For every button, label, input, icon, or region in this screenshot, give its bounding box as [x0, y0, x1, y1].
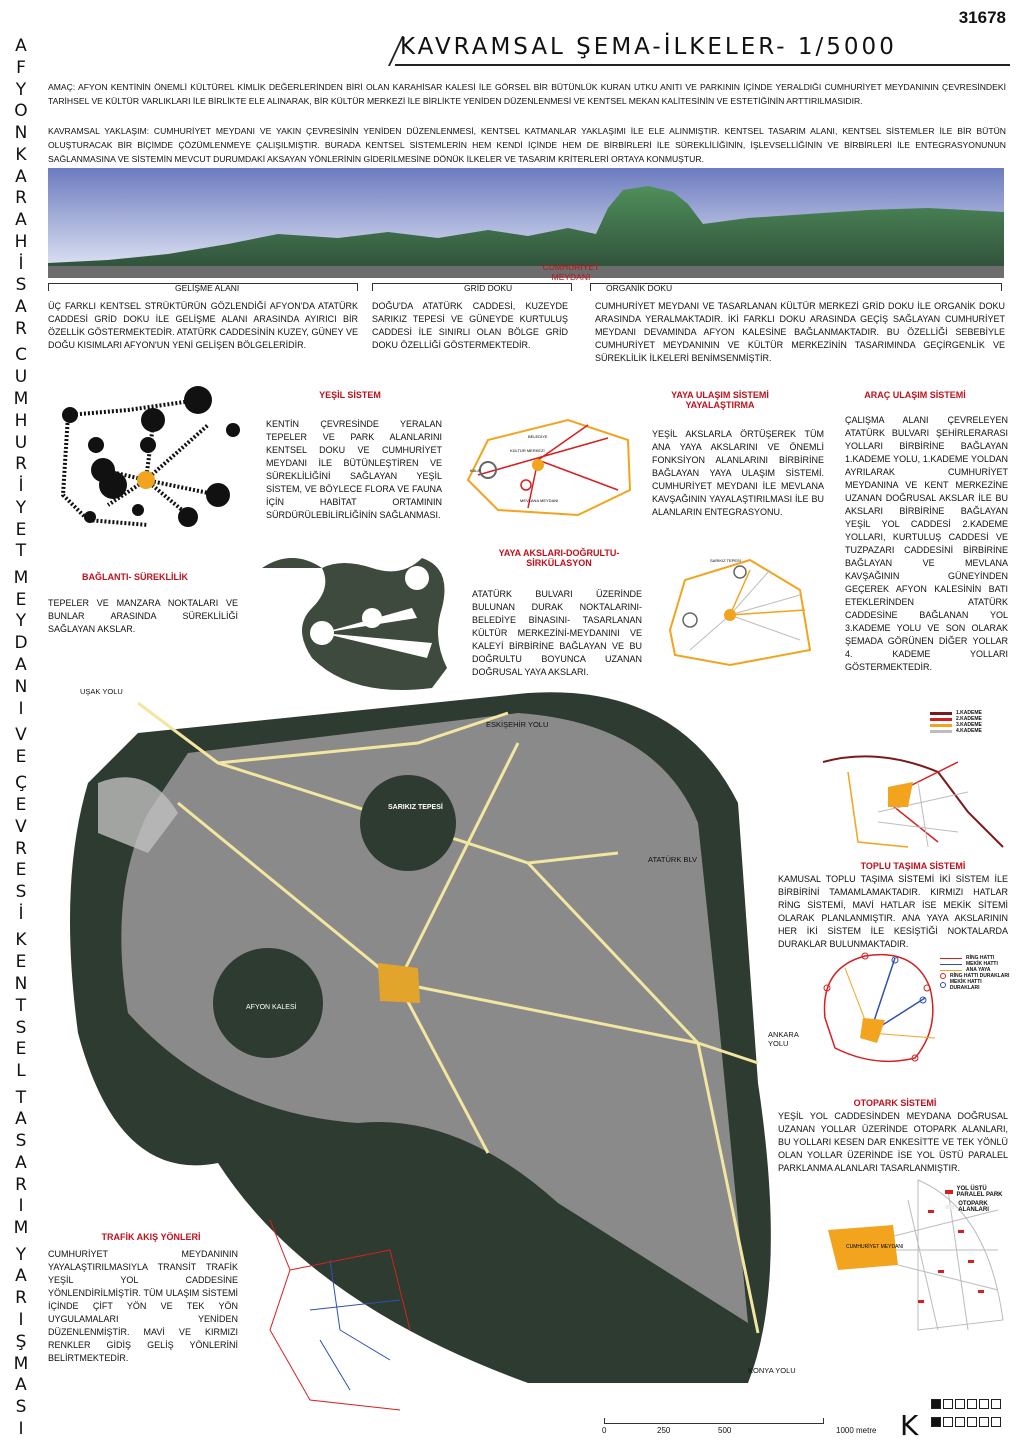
- vertical-title-letter: R: [15, 838, 27, 859]
- logo-boxes-bottom: [930, 1417, 1002, 1427]
- page-title: KAVRAMSAL ŞEMA-İLKELER- 1/5000: [400, 34, 897, 60]
- title-underline: [395, 64, 1010, 66]
- vertical-title-letter: T: [15, 1087, 27, 1108]
- vertical-title-letter: S: [15, 1131, 27, 1152]
- col1-text: ÜÇ FARKLI KENTSEL STRÜKTÜRÜN GÖZLENDİĞİ AFYON'DA ATATÜRK CADDESİ GRİD DOKU İLE GELİŞME ALANI ARASINDA AYIRICI BİR ÖZELLİK GÖSTERMEKTEDİR. ATATÜRK CADDESİNİN KUZEY, GÜNEY VE DOĞU KISIMLARI AFYON'UN YENİ GELİŞEN BÖLGELERİDİR.: [48, 301, 358, 350]
- vertical-title-letter: E: [15, 795, 27, 816]
- baglanti-title: BAĞLANTI- SÜREKLİLİK: [82, 572, 188, 582]
- vertical-title-letter: I: [18, 1418, 24, 1439]
- logo: [900, 1395, 1020, 1443]
- toplu-legend-3: ANA YAYA: [940, 967, 1010, 973]
- vertical-title: [4, 38, 38, 1438]
- scale-250: 250: [657, 1426, 671, 1435]
- map-eskisehir: ESKİŞEHİR YOLU: [486, 720, 549, 729]
- project-code: 31678: [958, 8, 1006, 27]
- arac-text: ÇALIŞMA ALANI ÇEVRELEYEN ATATÜRK BULVARI ŞEHİRLERARASI YOLLARI BİRBİRİNE BAĞLAYAN 1.KADEME YOLU, 1.KADEME YOLDAN AYRILARAK CUMHURİYET MEYDANINA VE KENT MERKEZİNE UZANAN DOĞRUSAL AKSLAR İLE BU AKSLARI BİRBİRİNE BAĞLAYAN YEŞİL YOL CADDESİ 2.KADEME YOLLARI, KURTULUŞ CADDESİ VE TUZPAZARI CADDESİNİ BİRBİRİNE BAĞLAYAN VE MEVLANA KAVŞAĞININ GÜNEYİNDEN GEÇEREK AFYON KALESİNİN BATI ETEKLERİNDEN ATATÜRK CADDESİNE BAĞLANAN YOL 3.KADEME YOLU VE SON OLARAK ŞEMADA GÖRÜNEN DİĞER YOLLAR 4. KADEME YOLLARI GÖSTERMEKTEDİR.: [845, 415, 1008, 672]
- vertical-title-letter: L: [16, 1061, 26, 1082]
- vertical-title-letter: A: [15, 1266, 27, 1287]
- map-konya: KONYA YOLU: [748, 1366, 796, 1375]
- vertical-title-letter: Y: [15, 1244, 27, 1265]
- arac-legend-4: 4.KADEME: [930, 728, 1010, 734]
- otopark-meydan-label: CUMHURİYET MEYDANI: [846, 1244, 904, 1250]
- vertical-title-letter: M: [13, 567, 29, 588]
- vertical-title-letter: E: [15, 1039, 27, 1060]
- vertical-title-letter: T: [15, 995, 27, 1016]
- map-kale: AFYON KALESİ: [246, 1004, 297, 1011]
- scale-0: 0: [602, 1426, 607, 1435]
- map-ataturk: ATATÜRK BLV: [648, 855, 698, 864]
- vertical-title-letter: H: [14, 231, 28, 252]
- toplu-legend-2: MEKİK HATTI: [940, 961, 1010, 967]
- vertical-title-letter: İ: [18, 476, 24, 497]
- toplu-legend-1: RİNG HATTI: [940, 955, 1010, 961]
- map-usak: UŞAK YOLU: [80, 687, 123, 696]
- vertical-title-letter: I: [18, 698, 24, 719]
- vertical-title-letter: A: [15, 36, 27, 56]
- vertical-title-letter: U: [14, 432, 28, 453]
- arac-legend-1: 1.KADEME: [930, 710, 1010, 716]
- otopark-legend: [945, 1186, 1015, 1213]
- vertical-title-letter: A: [15, 1109, 27, 1130]
- vertical-title-letter: N: [14, 123, 28, 144]
- toplu-legend-4: RİNG HATTI DURAKLARI: [940, 973, 1010, 979]
- yaklasim-paragraph: KAVRAMSAL YAKLAŞIM: CUMHURİYET MEYDANI VE YAKIN ÇEVRESİNİN YENİDEN DÜZENLENMESİ, KENTSEL KATMANLAR YAKLAŞIMI İLE ELE ALINMIŞTIR. KENTSEL TASARIM ALANI, KENTSEL SİSTEMLER İLE BİR BÜTÜN OLUŞTURACAK BİR BİÇİMDE ÇÖZÜMLENMEYE ÇALIŞILMIŞTIR. BURADA KENTSEL SİSTEMLERİN HEM KENDİ İÇİNDE HEM DE BİRBİRLERİ İLE SÜREKLİLİĞİNİN, İŞLEVSELLİĞİNİN VE BİRBİRLERİ İLE ENTEGRASYONUNUN SAĞLANMASINA VE SİSTEMİN MEVCUT DURUMDAKİ AKSAYAN YÖNLERİNİN GİDERİLMESİNE DÖNÜK İLKELER VE TASARIM KRİTERLERİ ORTAYA KONMUŞTUR.: [48, 126, 1006, 164]
- logo-boxes-top: [930, 1399, 1002, 1409]
- vertical-title-letter: T: [15, 541, 27, 562]
- vertical-title-letter: U: [14, 367, 28, 388]
- legend-swatch: [930, 730, 952, 733]
- otopark-text: YEŞİL YOL CADDESİNDEN MEYDANA DOĞRUSAL UZANAN YOLLAR ÜZERİNDE OTOPARK ALANLARI, BU YOLLARI KESEN DAR ENKESİTTE VE TEK YÖNLÜ OLAN YOLLAR ÜZERİNDE İSE YOL ÜSTÜ PARALEL PARKLANMA ALANLARI TASARLANMIŞTIR.: [778, 1111, 1008, 1173]
- diag-kultur: KÜLTÜR MERKEZİ: [510, 448, 545, 453]
- car-icon: [945, 1190, 953, 1194]
- vertical-title-letter: E: [15, 746, 27, 767]
- arac-diagram: [818, 752, 1008, 857]
- vertical-title-letter: S: [15, 1017, 27, 1038]
- legend-swatch: [930, 724, 952, 727]
- parking-swatch: [945, 1205, 954, 1209]
- yaya-aks-title: YAYA AKSLARI-DOĞRULTU-SİRKÜLASYON: [498, 548, 620, 568]
- vertical-title-letter: R: [15, 454, 27, 475]
- otopark-legend-2: OTOPARK ALANLARI: [945, 1201, 1015, 1213]
- vertical-title-letter: N: [14, 676, 28, 697]
- vertical-title-letter: I: [18, 1310, 24, 1330]
- yesil-title: YEŞİL SİSTEM: [319, 390, 381, 400]
- trafik-title: TRAFİK AKIŞ YÖNLERİ: [101, 1232, 201, 1242]
- vertical-title-letter: Y: [15, 611, 27, 632]
- logo-letter: K: [900, 1409, 919, 1442]
- col3-text: CUMHURİYET MEYDANI VE TASARLANAN KÜLTÜR MERKEZİ GRİD DOKU İLE ORGANİK DOKU ARASINDA YERALMAKTADIR. İKİ FARKLI DOKU ARASINDA GEÇİŞ SAĞLAYAN CUMHURİYET MEYDANI DEVAMINDA AFYON KALESİNE BAĞLANMAKTADIR. BU ÖZELLİĞİ SEBEBİYLE CUMHURİYET MEYDANININ VE KÜLTÜR MERKEZİNİN TASARIMINDA GEÇİRGENLİK VE SÜREKLİLİK İLKELERİ BENİMSENMİŞTİR.: [595, 301, 1005, 363]
- yesil-text: KENTİN ÇEVRESİNDE YERALAN TEPELER VE PARK ALANLARINI KENTSEL DOKU VE CUMHURİYET MEYDANI İLE BÜTÜNLEŞTİREN VE SÜREKLİLİĞİNİ SAĞLAYAN YEŞİL SİSTEM, VE BÖYLECE FLORA VE FAUNA İÇİN HABİTAT ORTAMININ SÜRDÜRÜLEBİLİRLİĞİNİN SAĞLANMASI.: [266, 419, 442, 520]
- yaya-ulasim-diagram: [448, 410, 638, 522]
- vertical-title-letter: R: [15, 318, 27, 339]
- scale-bar: [604, 1418, 824, 1424]
- yaya-aks-diagram: [650, 540, 825, 670]
- vertical-title-letter: O: [14, 101, 28, 122]
- toplu-text: KAMUSAL TOPLU TAŞIMA SİSTEMİ İKİ SİSTEM İLE BİRBİRİNİ TAMAMLAMAKTADIR. KIRMIZI HATLAR RİNG SİSTEMİ, MAVİ HATLAR İSE MEKİK SİTEMİ OLARAK PLANLANMIŞTIR. ANA YAYA AKSLARININ HER İKİ SİSTEM İLE KESİŞTİĞİ NOKTALARDA DURAKLAR BULUNMAKTADIR.: [778, 874, 1008, 949]
- label-gelisme: GELİŞME ALANI: [175, 283, 240, 293]
- scale-500: 500: [718, 1426, 732, 1435]
- vertical-title-letter: M: [13, 1218, 29, 1239]
- vertical-title-letter: M: [13, 389, 29, 410]
- vertical-title-letter: C: [15, 345, 27, 366]
- vertical-title-letter: E: [15, 519, 27, 540]
- vertical-title-letter: S: [15, 275, 27, 296]
- baglanti-text: TEPELER VE MANZARA NOKTALARI VE BUNLAR ARASINDA SÜREKLİLİĞİ SAĞLAYAN AKSLAR.: [48, 598, 238, 634]
- toplu-legend-5: MEKİK HATTI DURAKLARI: [940, 979, 1010, 991]
- vertical-title-letter: İ: [18, 253, 24, 274]
- diag-kale: KALE: [470, 468, 481, 473]
- toplu-title: TOPLU TAŞIMA SİSTEMİ: [860, 861, 966, 871]
- legend-swatch: [940, 958, 962, 959]
- panorama-image: [48, 168, 1004, 278]
- legend-swatch: [940, 973, 946, 979]
- vertical-title-letter: A: [15, 1152, 27, 1173]
- trafik-text: CUMHURİYET MEYDANININ YAYALAŞTIRILMASIYLA TRANSİT TRAFİK YEŞİL YOL CADDESİNE YÖNLENDİRİLMİŞTİR. TÜM ULAŞIM SİSTEMİ İÇİNDE ÇİFT YÖN VE TEK YÖN UYGULAMALARI YENİDEN DÜZENLENMİŞTİR. MAVİ VE KIRMIZI RENKLER GİDİŞ GELİŞ YÖNLERİNİ BELİRTMEKTEDİR.: [48, 1249, 238, 1363]
- vertical-title-letter: D: [14, 633, 28, 654]
- vertical-title-letter: R: [15, 1174, 27, 1195]
- vertical-title-letter: E: [15, 860, 27, 881]
- vertical-title-letter: A: [15, 654, 27, 675]
- toplu-legend: [940, 955, 1010, 991]
- vertical-title-letter: A: [15, 297, 27, 318]
- vertical-title-letter: R: [15, 1288, 27, 1309]
- vertical-title-letter: F: [16, 57, 26, 78]
- green-network-diagram: [48, 385, 248, 535]
- legend-swatch: [930, 718, 952, 721]
- yaya-aks-text: ATATÜRK BULVARI ÜZERİNDE BULUNAN DURAK NOKTALARINI-BELEDİYE BİNASINI- TASARLANAN KÜLTÜR MERKEZİNİ-MEYDANINI VE KALEYİ BİRBİRİNE BAĞLAYAN VE BU DOĞRULTU BOYUNCA UZANAN DOĞRUSAL YAYA AKSLARI.: [472, 589, 642, 677]
- arac-legend-3: 3.KADEME: [930, 722, 1010, 728]
- vertical-title-letter: Y: [15, 497, 27, 518]
- diag-mevlana: MEVLANA MEYDANI: [520, 498, 559, 503]
- vertical-title-letter: E: [15, 952, 27, 973]
- vertical-title-letter: K: [15, 930, 27, 951]
- arac-legend-2: 2.KADEME: [930, 716, 1010, 722]
- label-meydan: CUMHURİYET MEYDANI: [542, 262, 600, 282]
- scale-1000: 1000 metre: [836, 1426, 877, 1435]
- col2-text: DOĞU'DA ATATÜRK CADDESİ, KUZEYDE SARIKIZ TEPESİ VE GÜNEYDE KURTULUŞ CADDESİ İLE SINIRLI OLAN BÖLGE GRİD DOKU ÖZELLİĞİ GÖSTERMEKTEDİR.: [372, 301, 568, 350]
- legend-swatch: [940, 964, 962, 965]
- vertical-title-letter: E: [15, 589, 27, 610]
- legend-swatch: [940, 982, 946, 988]
- vertical-title-letter: R: [15, 188, 27, 209]
- vertical-title-letter: Ç: [15, 773, 27, 794]
- vertical-title-letter: H: [14, 410, 28, 431]
- yaya-ulasim-text: YEŞİL AKSLARLA ÖRTÜŞEREK TÜM ANA YAYA AKSLARINI VE ÖNEMLİ FONKSİYON ALANLARINI BİRBİRİNE BAĞLAYAN YAYA ULAŞIM SİSTEMİ. CUMHURİYET MEYDANI İLE MEVLANA KAVŞAĞININ YAYALAŞTIRILMASI İLE BU ALANLARIN ENTEGRASYONU.: [652, 429, 824, 517]
- label-organik: ORGANİK DOKU: [606, 283, 673, 293]
- trafik-diagram: [250, 1210, 420, 1415]
- label-grid: GRİD DOKU: [464, 283, 513, 293]
- amac-paragraph: AMAÇ: AFYON KENTİNİN ÖNEMLİ KÜLTÜREL KİMLİK DEĞERLERİNDEN BİRİ OLAN KARAHİSAR KALESİ İLE GÖRSEL BİR BÜTÜNLÜK KURAN UTKU ANITI VE PARKININ İÇİNDE YERALDIĞI CUMHURİYET MEYDANININ ÇEVRESİNDEKİ TARİHSEL VE KÜLTÜR VARLIKLARI İLE BİRLİKTE ELE ALINARAK, BİR KÜLTÜR MERKEZİ İLE BİRLİKTE YENİDEN DÜZENLENMESİ VE KENTSEL MEKAN KALİTESİNİN VE ESTETİĞİNİN ARTTIRILMASIDIR.: [48, 82, 1006, 106]
- map-ankara: ANKARA YOLU: [768, 1030, 799, 1048]
- vertical-title-letter: M: [13, 1353, 29, 1374]
- vertical-title-letter: A: [15, 1375, 27, 1396]
- vertical-title-letter: Ş: [15, 1331, 27, 1352]
- diag-belediye: BELEDİYE: [528, 434, 548, 439]
- arac-legend: [930, 710, 1010, 734]
- diag-sarikiz: SARIKIZ TEPESİ: [710, 558, 741, 563]
- vertical-title-letter: Y: [15, 79, 27, 100]
- arac-title: ARAÇ ULAŞIM SİSTEMİ: [864, 390, 966, 400]
- vertical-title-letter: V: [15, 816, 27, 837]
- yaya-ulasim-title: YAYA ULAŞIM SİSTEMİ YAYALAŞTIRMA: [671, 390, 769, 410]
- vertical-title-letter: A: [15, 166, 27, 187]
- otopark-legend-1: YOL ÜSTÜ PARALEL PARK: [945, 1186, 1015, 1198]
- vertical-title-letter: A: [15, 210, 27, 231]
- vertical-title-letter: V: [15, 725, 27, 746]
- legend-swatch: [940, 970, 962, 971]
- otopark-title: OTOPARK SİSTEMİ: [853, 1098, 937, 1108]
- map-sarikiz: SARIKIZ TEPESİ: [388, 804, 443, 811]
- vertical-title-letter: S: [15, 1397, 27, 1418]
- legend-swatch: [930, 712, 952, 715]
- vertical-title-letter: I: [18, 1196, 24, 1217]
- vertical-title-letter: S: [15, 882, 27, 903]
- vertical-title-letter: N: [14, 973, 28, 994]
- toplu-diagram: [815, 948, 940, 1070]
- vertical-title-letter: K: [15, 144, 27, 165]
- vertical-title-letter: İ: [18, 903, 24, 924]
